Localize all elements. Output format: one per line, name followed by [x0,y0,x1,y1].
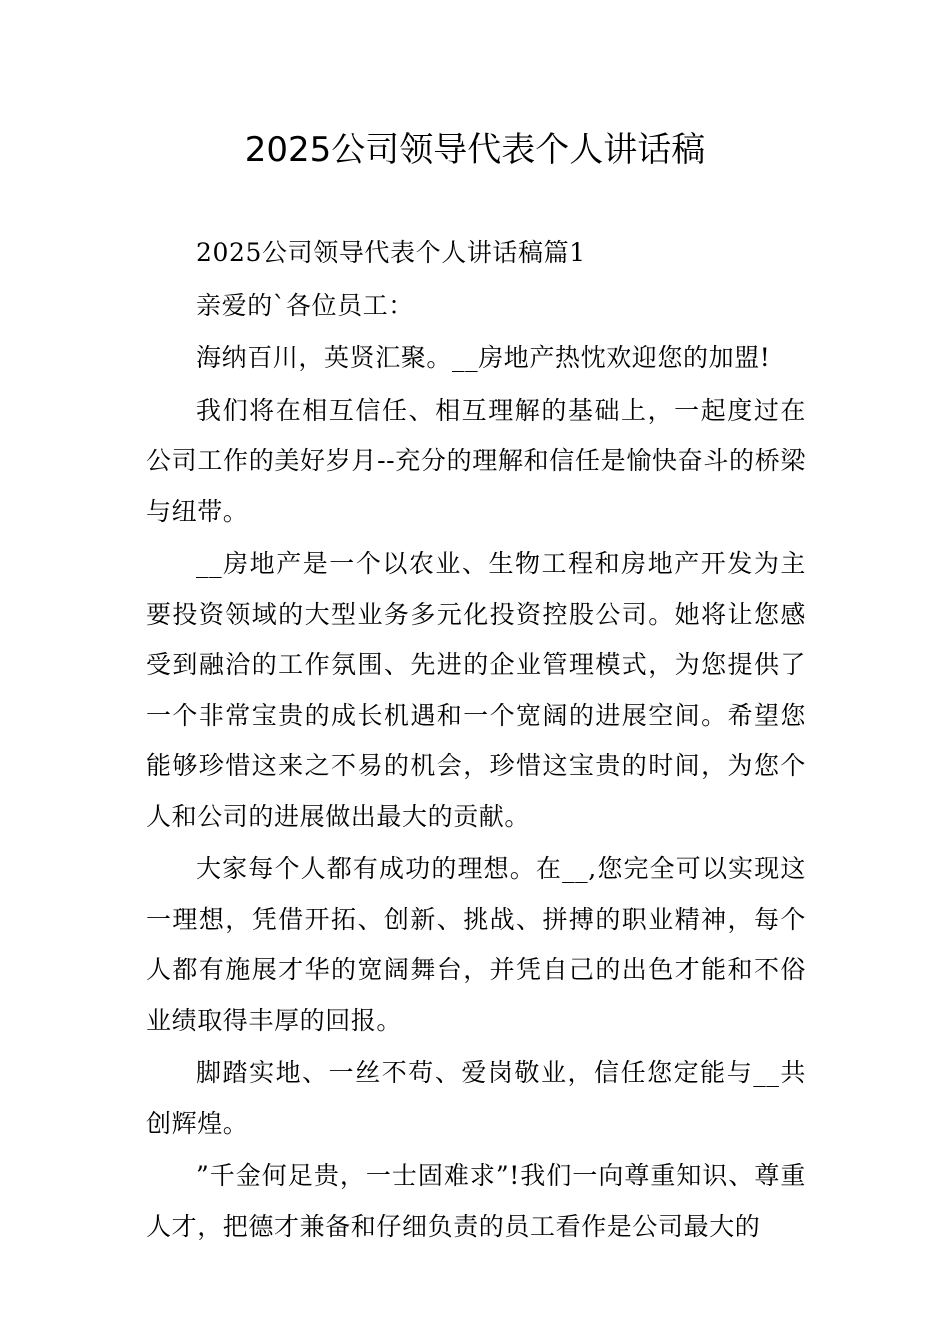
paragraph-trust: 我们将在相互信任、相互理解的基础上，一起度过在公司工作的美好岁月--充分的理解和信任是愉快奋斗的桥梁与纽带。 [146,395,806,526]
paragraph-ideals: 大家每个人都有成功的理想。在__,您完全可以实现这一理想，凭借开拓、创新、挑战、拼搏的职业精神，每个人都有施展才华的宽阔舞台，并凭自己的出色才能和不俗业绩取得丰厚的回报。 [146,854,806,1035]
document-body [146,228,806,1252]
salutation: 亲爱的`各位员工： [196,290,414,320]
paragraph-welcome: 海纳百川，英贤汇聚。__房地产热忱欢迎您的加盟! [196,343,771,372]
document-title: 2025公司领导代表个人讲话稿 [244,130,706,170]
section-heading: 2025公司领导代表个人讲话稿篇1 [196,238,586,267]
paragraph-talent: ”千金何足贵，一士固难求”!我们一向尊重知识、尊重人才，把德才兼备和仔细负责的员工看作是公司最大的 [146,1161,806,1241]
paragraph-dedication: 脚踏实地、一丝不苟、爱岗敬业，信任您定能与__共创辉煌。 [146,1058,806,1138]
paragraph-company-intro: __房地产是一个以农业、生物工程和房地产开发为主要投资领域的大型业务多元化投资控股公司。她将让您感受到融洽的工作氛围、先进的企业管理模式，为您提供了一个非常宝贵的成长机遇和一个宽阔的进展空间。希望您能够珍惜这来之不易的机会，珍惜这宝贵的时间，为您个人和公司的进展做出最大的贡献。 [146,549,806,831]
